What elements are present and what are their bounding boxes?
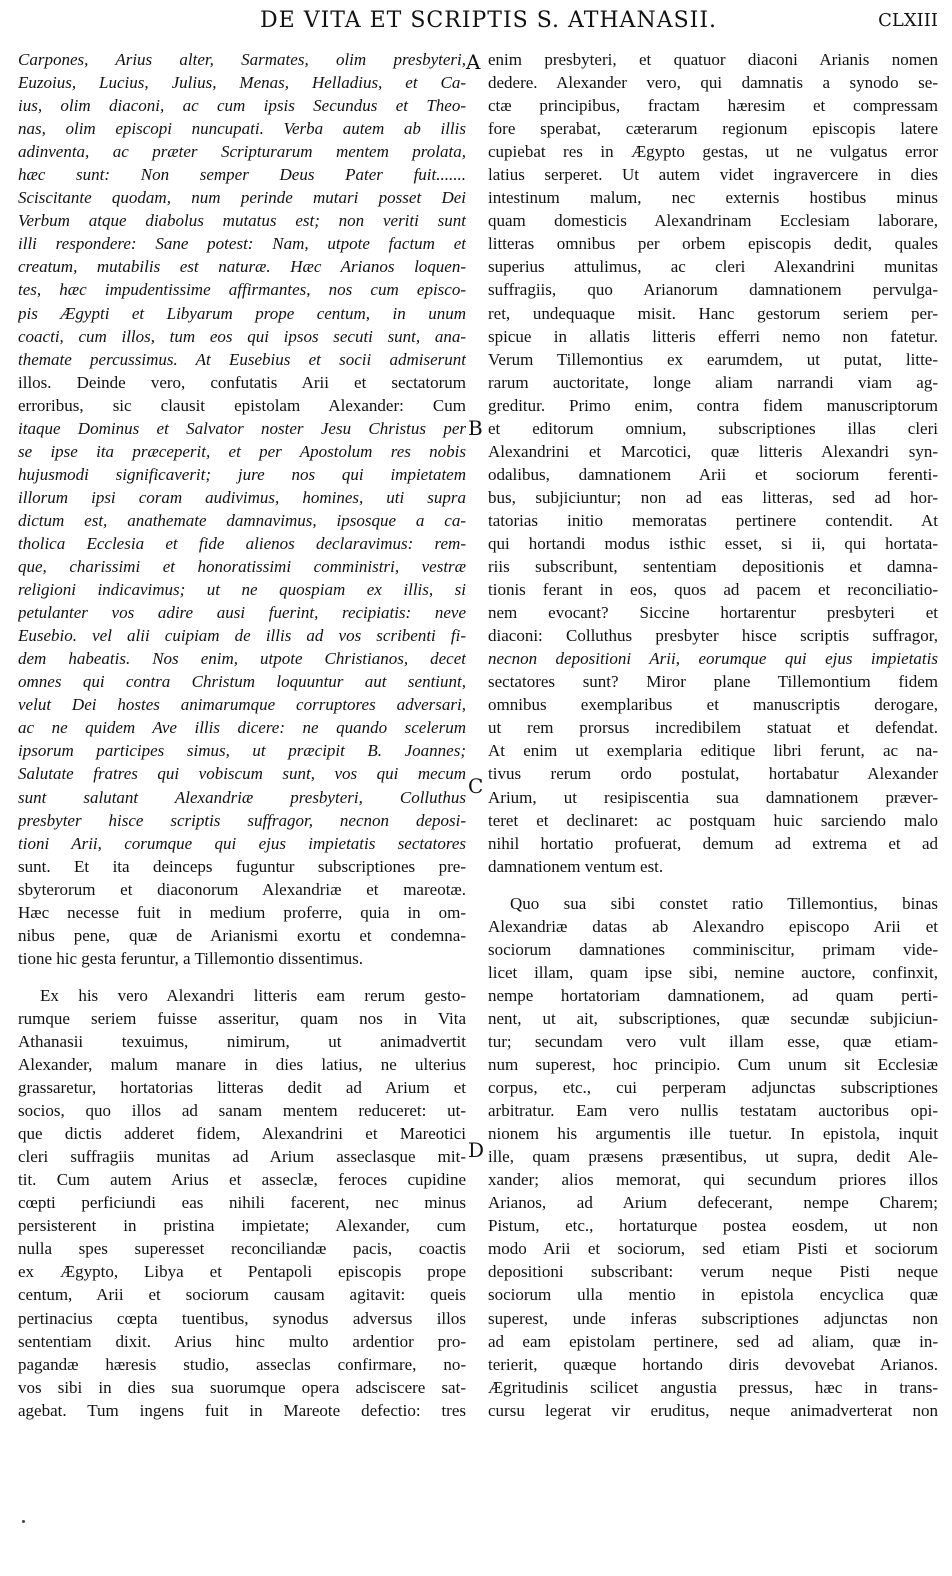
text-line: intestinum malum, nec externis hostibus minus: [488, 188, 938, 208]
text-line: dem habeatis. Nos enim, utpote Christianos, decet: [18, 649, 466, 669]
page-title: DE VITA ET SCRIPTIS S. ATHANASII.: [260, 8, 718, 33]
text-line: se ipse ita præceperit, et per Apostolum res nobis: [18, 441, 466, 461]
text-line: Carpones, Arius alter, Sarmates, olim presbyteri,: [18, 50, 466, 69]
text-line: Quo sua sibi constet ratio Tillemontius, binas: [510, 893, 938, 913]
text-line: enim presbyteri, et quatuor diaconi Arianis nomen: [488, 50, 938, 69]
text-line: themate percussimus. At Eusebius et socii admiserunt: [18, 349, 466, 369]
page-number: CLXIII: [878, 10, 938, 31]
text-line: superest, unde inferas subscriptiones adjunctas non: [488, 1308, 938, 1328]
text-line: ipsorum participes simus, ut præcipit B. Joannes;: [18, 741, 466, 761]
text-line: greditur. Primo enim, contra fidem manuscriptorum: [488, 395, 938, 415]
text-line: nihil hortatio profuerat, demum ad extrema et ad: [488, 833, 938, 853]
text-line: sectatores sunt? Miror plane Tillemontium fidem: [488, 672, 938, 692]
text-line: tionis ferant in eos, quos ad pacem et reconciliatio-: [488, 580, 938, 600]
text-line: ctæ principibus, fractam hæresim et compressam: [488, 96, 938, 116]
text-line: Arianos, ad Arium defecerant, nempe Charem;: [488, 1193, 938, 1213]
text-line: Verbum atque diabolus mutatus est; non veriti sunt: [18, 211, 466, 231]
text-line: hæc sunt: Non semper Deus Pater fuit.......: [18, 165, 466, 185]
text-line: tholica Ecclesia et fide alienos declaravimus: rem-: [18, 533, 466, 553]
text-line: Alexander, malum manare in dies latius, ne ulterius: [18, 1055, 466, 1075]
text-line: religioni indicavimus; ut ne quospiam ex illis, si: [18, 580, 466, 600]
text-line: pagandæ hæresis studio, asseclas confirmare, no-: [18, 1354, 466, 1374]
text-line: pertinacius cœpta tuentibus, synodus adversus illos: [18, 1308, 466, 1328]
text-line: itaque Dominus et Salvator noster Jesu Christus per: [18, 418, 466, 438]
text-line: centum, Arii et sociorum causam agitavit: queis: [18, 1285, 466, 1305]
text-line: ret, undequaque misit. Hanc gestorum seriem per-: [488, 303, 938, 323]
text-line: hujusmodi significaverit; jure nos qui impietatem: [18, 464, 466, 484]
text-line: sententiam dixit. Arius hinc multo ardentior pro-: [18, 1331, 466, 1351]
text-line: nent, ut ait, subscriptiones, quæ secundæ subjiciun-: [488, 1008, 938, 1028]
text-line: bus, subjiciuntur; non ad eas litteras, sed ad hor-: [488, 487, 938, 507]
text-line: quam domesticis Alexandrinam Ecclesiam laborare,: [488, 211, 938, 231]
text-line: vos sibi in dies sua suorumque opera adsciscere sat-: [18, 1377, 466, 1397]
text-line: damnationem ventum est.: [488, 856, 664, 876]
text-line: Eusebio. vel alii cuipiam de illis ad vos scribenti fi-: [18, 626, 466, 646]
text-line: omnibus exemplaribus et manuscriptis derogare,: [488, 695, 938, 715]
text-line: rumque seriem fuisse asseritur, quam nos in Vita: [18, 1008, 466, 1028]
text-line: Pistum, etc., hortaturque postea eosdem, ut non: [488, 1216, 938, 1236]
text-line: rarum auctoritate, longe aliam narrandi viam ag-: [488, 372, 938, 392]
text-line: tit. Cum autem Arius et asseclæ, feroces cupidine: [18, 1170, 466, 1190]
text-line: creatum, mutabilis est naturæ. Hæc Arianos loquen-: [18, 257, 466, 277]
margin-letter-a: A: [466, 50, 481, 74]
text-line: dictum est, anathemate damnavimus, ipsosque a ca-: [18, 510, 466, 530]
text-line: nibus pene, quæ de Arianismi exortu et condemna-: [18, 925, 466, 945]
text-line: Athanasii texuimus, nimirum, ut animadvertit: [18, 1031, 466, 1051]
text-line: ad eam epistolam pertinere, sed ad aliam, quæ in-: [488, 1331, 938, 1351]
text-line: ut rem prorsus incredibilem statuat et defendat.: [488, 718, 938, 738]
margin-letter-d: D: [468, 1138, 485, 1162]
text-line: adinventa, ac præter Scripturarum mentem prolata,: [18, 142, 466, 162]
text-line: persisterent in pristina impietate; Alexander, cum: [18, 1216, 466, 1236]
text-line: litteras omnibus per orbem episcopis dedit, quales: [488, 234, 938, 254]
text-line: cursu legerat vir eruditus, neque animadverterat non: [488, 1400, 938, 1420]
text-line: Arium, ut resipiscentia sua damnationem præver-: [488, 787, 938, 807]
left-column: [18, 48, 466, 1422]
text-line: tioni Arii, corumque qui ejus impietatis sectatores: [18, 833, 466, 853]
text-line: ac ne quidem Ave illis dicere: ne quando scelerum: [18, 718, 466, 738]
text-line: Hæc necesse fuit in medium proferre, quia in om-: [18, 902, 466, 922]
text-line: tatorias initio memoratas pertinere contendit. At: [488, 510, 938, 530]
text-line: nulla spes superesset reconciliandæ pacis, coactis: [18, 1239, 466, 1259]
text-line: velut Dei hostes animarumque corruptores adversari,: [18, 695, 466, 715]
text-line: superius attulimus, ac cleri Alexandrini munitas: [488, 257, 938, 277]
text-line: que dictis adderet fidem, Alexandrini et Mareotici: [18, 1124, 466, 1144]
text-line: spicue in allatis litteris efferri nemo non fatetur.: [488, 326, 938, 346]
text-line: pis Ægypti et Libyarum prope centum, in unum: [18, 303, 466, 323]
text-line: qui hortandi modus isthic esset, si ii, qui hortata-: [488, 533, 938, 553]
text-line: tur; secundam vero vult illam esse, quæ etiam-: [488, 1031, 938, 1051]
text-line: Euzoius, Lucius, Julius, Menas, Helladius, et Ca-: [18, 73, 466, 93]
text-line: num superest, hoc principio. Cum unum sit Ecclesiæ: [488, 1055, 938, 1075]
text-line: agebat. Tum ingens fuit in Mareote defectio: tres: [18, 1400, 466, 1420]
text-line: arbitratur. Eam vero nullis testatam auctoribus opi-: [488, 1101, 938, 1121]
running-header: [0, 6, 952, 36]
text-line: corpus, etc., cui perperam adjunctas subscriptiones: [488, 1078, 938, 1098]
text-line: petulanter vos adire ausi fuerint, recipiatis: neve: [18, 603, 466, 623]
text-line: cleri suffragiis munitas ad Arium asseclasque mit-: [18, 1147, 466, 1167]
text-line: presbyter hisce scriptis suffragor, necnon deposi-: [18, 810, 466, 830]
text-line: cupiebat res in Ægypto gestas, ut ne vulgatus error: [488, 142, 938, 162]
text-line: nem evocant? Siccine hortarentur presbyteri et: [488, 603, 938, 623]
text-line: licet illam, quam ipse sibi, nemine auctore, confinxit,: [488, 962, 938, 982]
text-line: ex Ægypto, Libya et Pentapoli episcopis prope: [18, 1262, 466, 1282]
text-line: tione hic gesta feruntur, a Tillemontio dissentimus.: [18, 948, 363, 968]
text-line: illorum ipsi coram audivimus, homines, uti supra: [18, 487, 466, 507]
margin-letter-b: B: [468, 416, 483, 440]
paragraph-gap: [18, 970, 466, 984]
text-line: erroribus, sic clausit epistolam Alexander: Cum: [18, 395, 466, 415]
text-line: coacti, cum illos, tum eos qui ipsos secuti sunt, ana-: [18, 326, 466, 346]
text-line: cœpti perficiundi eas nihili facerent, nec minus: [18, 1193, 466, 1213]
text-line: nionem his argumentis ille tuetur. In epistola, inquit: [488, 1124, 938, 1144]
text-line: At enim ut exemplaria editique libri ferunt, ac na-: [488, 741, 938, 761]
text-line: fore sperabat, cæterarum regionum episcopis latere: [488, 119, 938, 139]
text-line: ille, quam præsens præsentibus, ut supra, dedit Ale-: [488, 1147, 938, 1167]
text-line: necnon depositioni Arii, eorumque qui ejus impietatis: [488, 649, 938, 669]
text-line: Alexandrini et Marcotici, quæ litteris Alexandri syn-: [488, 441, 938, 461]
text-line: Salutate fratres qui vobiscum sunt, vos qui mecum: [18, 764, 466, 784]
text-line: terierit, quæque hortando diris devovebat Arianos.: [488, 1354, 938, 1374]
text-line: omnes qui contra Christum loquuntur aut sentiunt,: [18, 672, 466, 692]
text-line: Sciscitante quodam, num perinde mutari posset Dei: [18, 188, 466, 208]
paragraph-gap: [488, 878, 938, 892]
text-line: Alexandriæ datas ab Alexandro episcopo Arii et: [488, 916, 938, 936]
text-line: xander; alios memorat, qui secundum priores illos: [488, 1170, 938, 1190]
text-line: Verum Tillemontius ex earumdem, ut putat, litte-: [488, 349, 938, 369]
right-column: [488, 48, 938, 1422]
text-line: sbyterorum et diaconorum Alexandriæ et mareotæ.: [18, 879, 466, 899]
text-line: tes, hæc impudentissime affirmantes, nos cum episco-: [18, 280, 466, 300]
text-line: modo Arii et sociorum, sed etiam Pisti et sociorum: [488, 1239, 938, 1259]
text-line: et editorum omnium, subscriptiones illas cleri: [488, 418, 938, 438]
text-line: Ex his vero Alexandri litteris eam rerum gesto-: [40, 985, 466, 1005]
text-line: sociorum ulla mentio in epistola encyclica quæ: [488, 1285, 938, 1305]
text-line: odalibus, damnationem Arii et sociorum ferenti-: [488, 464, 938, 484]
text-line: nas, olim episcopi nuncupati. Verba autem ab illis: [18, 119, 466, 139]
text-line: Ægritudinis scilicet angustia pressus, hæc in trans-: [488, 1377, 938, 1397]
text-line: dedere. Alexander vero, qui damnatis a synodo se-: [488, 73, 938, 93]
text-line: riis subscribunt, sententiam depositionis et damna-: [488, 557, 938, 577]
text-line: depositioni subscribant: verum neque Pisti neque: [488, 1262, 938, 1282]
text-line: latius serperet. Ut autem videt ingravercere in dies: [488, 165, 938, 185]
text-line: sunt salutant Alexandriæ presbyteri, Colluthus: [18, 787, 466, 807]
text-line: illos. Deinde vero, confutatis Arii et sectatorum: [18, 372, 466, 392]
text-line: ius, olim diaconi, ac cum ipsis Secundus et Theo-: [18, 96, 466, 116]
margin-letter-c: C: [468, 774, 484, 798]
text-line: teret et declinaret: ac postquam huic sarciendo malo: [488, 810, 938, 830]
text-line: illi respondere: Sane potest: Nam, utpote factum et: [18, 234, 466, 254]
text-line: nempe hortatoriam damnationem, ad quam perti-: [488, 985, 938, 1005]
text-line: grassaretur, hortatorias litteras dedit ad Arium et: [18, 1078, 466, 1098]
text-line: diaconi: Colluthus presbyter hisce scriptis suffragor,: [488, 626, 938, 646]
ink-speck: [22, 1520, 25, 1523]
text-line: socios, quo illos ad sanam mentem reduceret: ut-: [18, 1101, 466, 1121]
text-line: tivus rerum ordo postulat, hortabatur Alexander: [488, 764, 938, 784]
text-line: sociorum damnationes comminiscitur, primam vide-: [488, 939, 938, 959]
text-line: sunt. Et ita deinceps fuguntur subscriptiones pre-: [18, 856, 466, 876]
text-line: que, charissimi et honoratissimi comministri, vestræ: [18, 557, 466, 577]
text-line: suffragiis, quo Arianorum damnationem pervulga-: [488, 280, 938, 300]
